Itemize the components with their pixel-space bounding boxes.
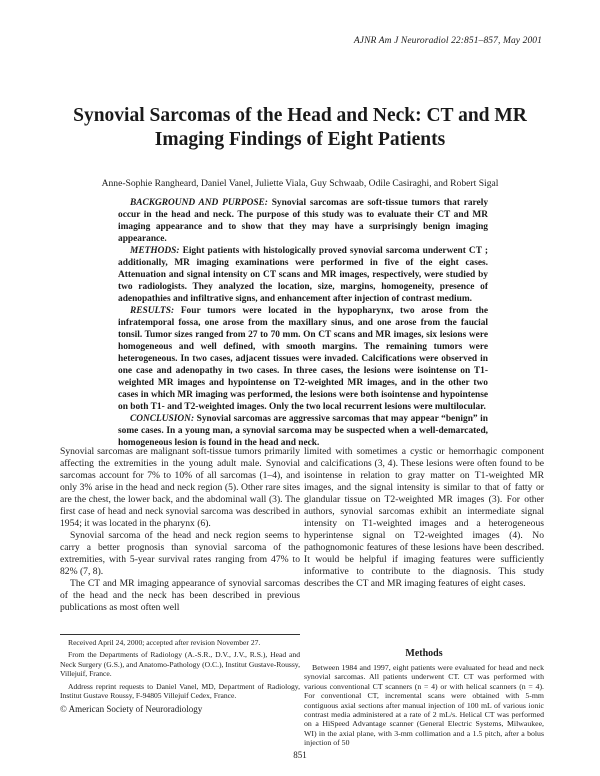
footnote-address: Address reprint requests to Daniel Vanel, MD, Department of Radiology, Institut Gustave Roussy, F-94805 Villejuif Cedex, France. bbox=[60, 681, 300, 701]
abstract-conclusion bbox=[118, 413, 488, 449]
body-paragraph: limited with sometimes a cystic or hemorrhagic component and calcifications (3, 4). These lesions were often found to be isointense in relation to gray matter on T1-weighted MR images, and the signal intensity is similar to that of fatty or glandular tissue on T2-weighted MR images (3). For other authors, synovial sarcomas exhibit an intermediate signal intensity on T1-weighted images and a heterogeneous hyperintense signal on T2-weighted images (4). No pathognomonic features of these lesions have been described. It would be helpful if imaging features were sufficiently informative to contribute to the diagnosis. This study describes the CT and MR imaging features of eight cases. bbox=[304, 446, 544, 589]
footnote-departments: From the Departments of Radiology (A.-S.R., D.V., J.V., R.S.), Head and Neck Surgery (G.S.), and Anatomo-Pathology (O.C.), Institut Gustave-Roussy, Villejuif, France. bbox=[60, 650, 300, 679]
footnote-rule bbox=[60, 634, 300, 635]
abstract-background-heading: BACKGROUND AND PURPOSE: bbox=[130, 198, 268, 208]
body-paragraph: Synovial sarcomas are malignant soft-tissue tumors primarily affecting the extremities in the young adult male. Synovial sarcomas account for 7% to 10% of all sarcomas (1–4), and only 3% arise in the head and neck region (5). Other rare sites are the chest, the lower back, and the abdominal wall (3). The first case of head and neck synovial sarcoma was described in 1954; it was located in the pharynx (6). bbox=[60, 446, 300, 529]
methods-section bbox=[304, 663, 544, 748]
abstract-methods bbox=[118, 245, 488, 305]
body-paragraph: Synovial sarcoma of the head and neck region seems to carry a better prognosis than synovial sarcoma of the extremities, with 5-year survival rates ranging from 47% to 82% (7, 8). bbox=[60, 530, 300, 577]
abstract-background-text: Synovial sarcomas are soft-tissue tumors that rarely occur in the head and neck. The purpose of this study was to evaluate their CT and MR imaging appearance and to show that they may have a surprisingly benign imaging appearance. bbox=[118, 198, 489, 244]
abstract-methods-heading: METHODS: bbox=[130, 246, 180, 256]
page-number: 851 bbox=[293, 750, 307, 760]
body-paragraph: The CT and MR imaging appearance of synovial sarcomas of the head and the neck has been described in previous publications as most often well bbox=[60, 578, 300, 613]
abstract-methods-text: Eight patients with histologically proved synovial sarcoma underwent CT ; additionally, MR imaging examinations were performed in five of the eight cases. Attenuation and signal intensity on CT scans and MR images, respectively, were studied by two radiologists. They analyzed the location, size, margins, homogeneity, presence of adenopathies and infiltrative signs, and enhancement after injection of contrast medium. bbox=[118, 246, 488, 304]
copyright-notice: © American Society of Neuroradiology bbox=[60, 704, 203, 715]
abstract bbox=[118, 197, 488, 449]
methods-paragraph: Between 1984 and 1997, eight patients were evaluated for head and neck synovial sarcomas. All patients underwent CT. CT was performed with various conventional CT scanners (n = 4) or with helical scanners (n = 4). For conventional CT, incremental scans were obtained with 5-mm contiguous axial sections after manual injection of 100 mL of various ionic contrast media administered at a rate of 2 mL/s. Helical CT was performed on a HiSpeed Advantage scanner (General Electric Systems, Milwaukee, WI) in the axial plane, with 3-mm collimation and a 1.5 pitch, after a bolus injection of 50 bbox=[304, 663, 544, 748]
abstract-results bbox=[118, 305, 488, 413]
footnote-received: Received April 24, 2000; accepted after revision November 27. bbox=[68, 638, 261, 647]
abstract-results-heading: RESULTS: bbox=[130, 306, 175, 316]
body-column-left bbox=[60, 446, 300, 614]
body-column-right bbox=[304, 446, 544, 590]
abstract-conclusion-text: Synovial sarcomas are aggressive sarcomas that may appear “benign” in some cases. In a young man, a synovial sarcoma may be suspected when a well-demarcated, homogeneous lesion is found in the head and neck. bbox=[118, 414, 488, 448]
abstract-background bbox=[118, 197, 488, 245]
section-heading-methods: Methods bbox=[405, 648, 443, 659]
footnotes bbox=[60, 634, 300, 718]
abstract-conclusion-heading: CONCLUSION: bbox=[130, 414, 195, 424]
article-title: Synovial Sarcomas of the Head and Neck: CT and MR Imaging Findings of Eight Patients bbox=[73, 105, 527, 150]
author-list: Anne-Sophie Rangheard, Daniel Vanel, Juliette Viala, Guy Schwaab, Odile Casiraghi, and Robert Sigal bbox=[101, 178, 499, 189]
abstract-results-text: Four tumors were located in the hypopharynx, two arose from the infratemporal fossa, one arose from the maxillary sinus, and one arose from the faucial tonsil. Tumor sizes ranged from 27 to 70 mm. On CT scans and MR images, six lesions were homogeneous and well defined, with smooth margins. The remaining tumors were heterogeneous. In two cases, adjacent tissues were invaded. Calcifications were observed in one case and adenopathy in two cases. In three cases, the lesions were isointense on T1-weighted MR images and hypointense on T2-weighted MR images, and in the other two cases in which MR imaging was performed, the lesions were both isointense and hypointense on both T1- and T2-weighted images. Only the two local recurrent lesions were multilocular. bbox=[118, 306, 488, 412]
running-head: AJNR Am J Neuroradiol 22:851–857, May 2001 bbox=[353, 36, 542, 46]
